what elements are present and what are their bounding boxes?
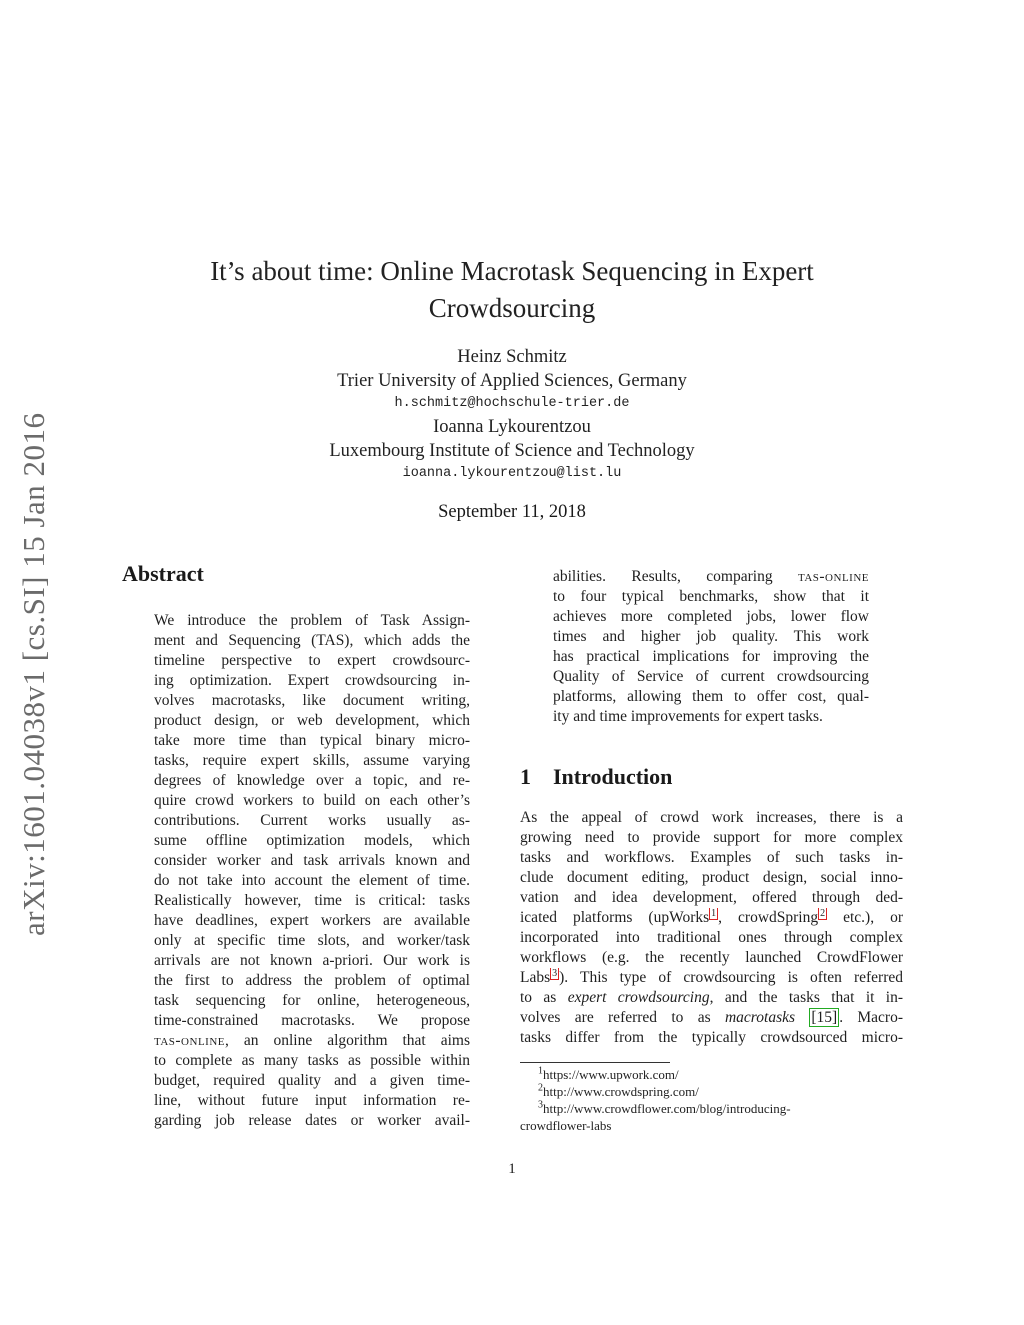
algorithm-name: tas-online: [798, 568, 869, 585]
author-name: Heinz Schmitz: [457, 347, 567, 367]
abstract-line: task sequencing for online, heterogeneous,: [154, 992, 470, 1009]
abstract-line: have deadlines, expert workers are available: [154, 912, 470, 929]
footnote-3: $^3$http://www.crowdflower.com/blog/introducing-: [538, 1099, 791, 1116]
intro-line: growing need to provide support for more complex: [520, 829, 903, 846]
abstract-line: consider worker and task arrivals known and: [154, 852, 470, 869]
footnote-link-3[interactable]: 3: [552, 968, 558, 979]
page-number: 1: [508, 1161, 516, 1177]
intro-line: As the appeal of crowd work increases, there is a: [520, 809, 903, 826]
author-affiliation: Luxembourg Institute of Science and Technology: [329, 441, 695, 461]
abstract-line: to four typical benchmarks, show that it: [553, 588, 869, 605]
abstract-line: We introduce the problem of Task Assign-: [154, 612, 470, 629]
author-email[interactable]: ioanna.lykourentzou@list.lu: [402, 466, 622, 481]
intro-line: tasks and workflows. Examples of such tasks in-: [520, 849, 903, 866]
introduction-text: [520, 808, 903, 1048]
footnotes: [520, 1066, 904, 1134]
arxiv-identifier-stamp: arXiv:1601.04038v1 [cs.SI] 15 Jan 2016: [16, 412, 51, 936]
footnote-url[interactable]: http://www.crowdspring.com/: [543, 1084, 699, 1099]
section-number: 1: [520, 764, 531, 789]
author-name: Ioanna Lykourentzou: [433, 417, 591, 437]
abstract-line: contributions. Current works usually as-: [154, 812, 470, 829]
author-email[interactable]: h.schmitz@hochschule-trier.de: [394, 396, 630, 411]
algorithm-name: tas-online: [154, 1032, 225, 1049]
abstract-line: tas-online, an online algorithm that aims: [154, 1032, 470, 1049]
title-line-2: Crowdsourcing: [428, 293, 596, 323]
abstract-line: ing optimization. Expert crowdsourcing in-: [154, 672, 470, 689]
intro-line: clude document editing, product design, social inno-: [520, 869, 903, 886]
intro-line: incorporated into traditional ones through complex: [520, 929, 903, 946]
paper-date: September 11, 2018: [438, 502, 586, 522]
intro-line: to as expert crowdsourcing, and the tasks that it in-: [520, 989, 903, 1006]
abstract-line: budget, required quality and a given time-: [154, 1072, 470, 1089]
citation-link[interactable]: [15]: [811, 1009, 838, 1026]
abstract-line: volves macrotasks, like document writing,: [154, 692, 470, 709]
footnote-link-1[interactable]: 1: [711, 908, 717, 919]
abstract-line: has practical implications for improving the: [553, 648, 869, 665]
abstract-line: Quality of Service of current crowdsourcing: [553, 668, 869, 685]
footnote-2: $^2$http://www.crowdspring.com/: [538, 1082, 699, 1099]
abstract-line: achieves more completed jobs, lower flow: [553, 608, 869, 625]
abstract-line: sume offline optimization models, which: [154, 832, 470, 849]
intro-line: Labs $^3$ ). This type of crowdsourcing is often referred: [520, 968, 903, 986]
abstract-line: ity and time improvements for expert tasks.: [553, 708, 823, 725]
author-affiliation: Trier University of Applied Sciences, Germany: [337, 371, 687, 391]
abstract-line: only at specific time slots, and worker/task: [154, 932, 470, 949]
intro-line: icated platforms (upWorks $^1$ , crowdSpring $^2$ etc.), or: [520, 908, 903, 926]
footnote-url[interactable]: https://www.upwork.com/: [543, 1067, 679, 1082]
abstract-text-left: [154, 611, 470, 1131]
abstract-line: the first to address the problem of optimal: [154, 972, 470, 989]
abstract-line: ment and Sequencing (TAS), which adds the: [154, 632, 470, 649]
abstract-line: take more time than typical binary micro-: [154, 732, 470, 749]
abstract-line: degrees of knowledge over a topic, and re-: [154, 772, 470, 789]
intro-line: vation and idea development, offered through ded-: [520, 889, 903, 906]
abstract-line: abilities. Results, comparing tas-online: [553, 568, 869, 585]
footnote-url[interactable]: http://www.crowdflower.com/blog/introducing-: [543, 1101, 791, 1116]
footnote-1: $^1$https://www.upwork.com/: [538, 1065, 679, 1082]
title-line-1: It’s about time: Online Macrotask Sequencing in Expert: [210, 256, 814, 286]
footnote-link-2[interactable]: 2: [820, 908, 826, 919]
abstract-heading: Abstract: [122, 561, 204, 586]
abstract-text-right: [553, 567, 869, 727]
abstract-line: time-constrained macrotasks. We propose: [154, 1012, 470, 1029]
abstract-line: garding job release dates or worker avail-: [154, 1112, 470, 1129]
abstract-line: timeline perspective to expert crowdsourc-: [154, 652, 470, 669]
abstract-line: do not take into account the element of time.: [154, 872, 470, 889]
paper-title: [150, 253, 874, 327]
abstract-line: quire crowd workers to build on each other’s: [154, 792, 470, 809]
abstract-line: times and higher job quality. This work: [553, 628, 869, 645]
abstract-line: product design, or web development, which: [154, 712, 470, 729]
section-title: Introduction: [553, 764, 673, 789]
introduction-heading: [520, 764, 672, 790]
footnote-rule: [520, 1062, 670, 1063]
intro-line: tasks differ from the typically crowdsourced micro-: [520, 1029, 903, 1046]
intro-line: volves are referred to as macrotasks [15] . Macro-: [520, 1009, 903, 1026]
intro-line: workflows (e.g. the recently launched CrowdFlower: [520, 949, 903, 966]
abstract-line: tasks, require expert skills, assume varying: [154, 752, 470, 769]
author-block: [200, 345, 824, 485]
abstract-line: line, without future input information re-: [154, 1092, 470, 1109]
abstract-line: Realistically however, time is critical: tasks: [154, 892, 470, 909]
abstract-line: to complete as many tasks as possible within: [154, 1052, 470, 1069]
abstract-line: platforms, allowing them to offer cost, qual-: [553, 688, 869, 705]
abstract-line: arrivals are not known a-priori. Our work is: [154, 952, 470, 969]
footnote-3-continued[interactable]: crowdflower-labs: [520, 1118, 612, 1133]
